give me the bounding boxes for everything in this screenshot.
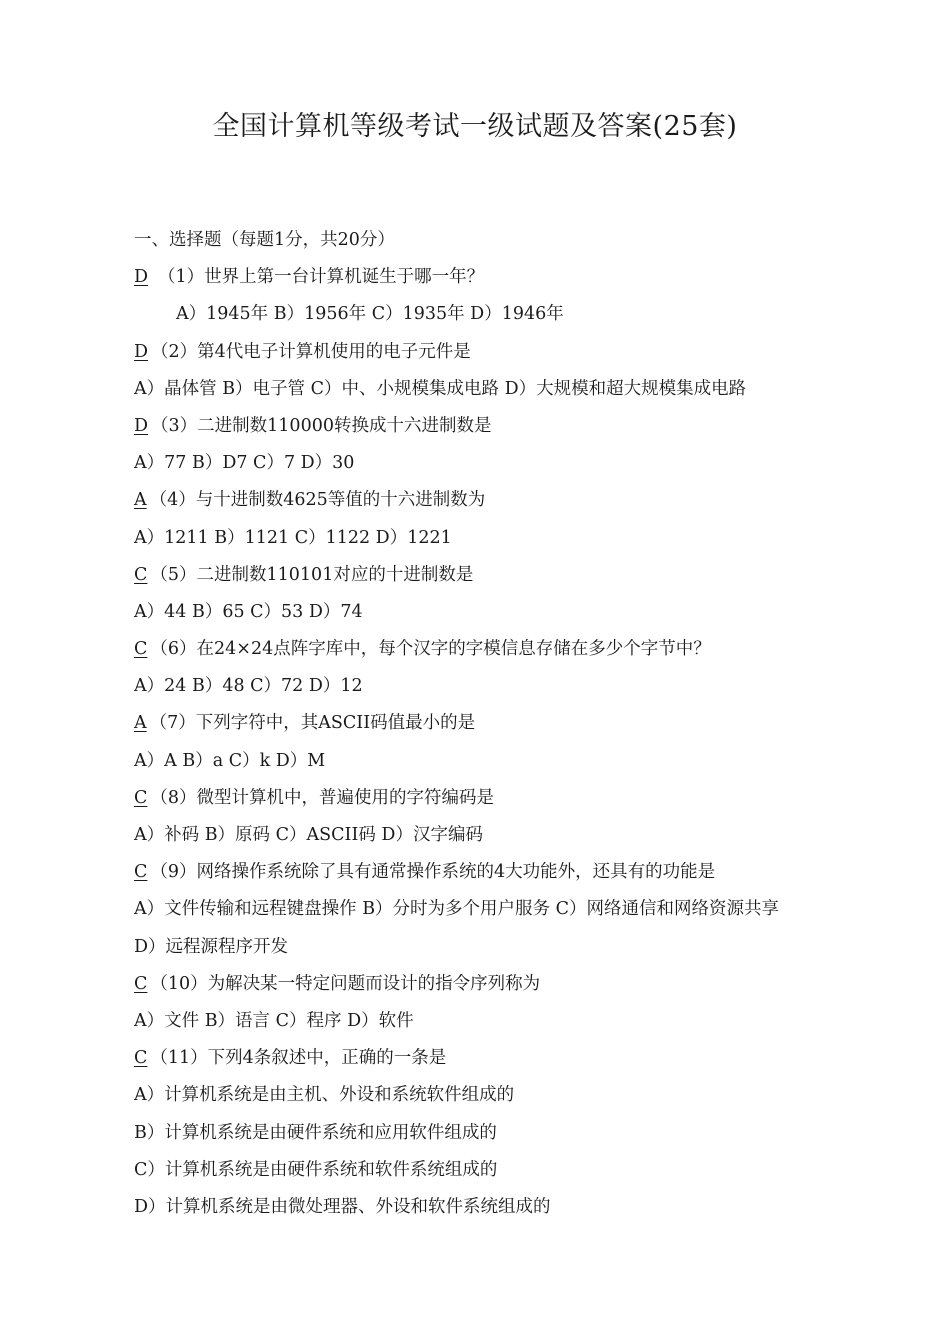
- question-options: B）计算机系统是由硬件系统和应用软件组成的: [134, 1122, 497, 1143]
- question-stem: [134, 705, 914, 742]
- answer-key: D: [134, 415, 149, 436]
- question-text: （8）微型计算机中，普遍使用的字符编码是: [150, 787, 495, 808]
- document-body: [134, 222, 914, 1226]
- question-options: A）计算机系统是由主机、外设和系统软件组成的: [134, 1085, 515, 1106]
- question-stem: [134, 780, 914, 817]
- answer-key: A: [134, 490, 147, 511]
- answer-key: C: [134, 639, 148, 660]
- answer-key: A: [134, 713, 147, 734]
- question-options: A）1211 B）1121 C）1122 D）1221: [134, 527, 452, 548]
- answer-key: D: [134, 267, 149, 288]
- question-options: C）计算机系统是由硬件系统和软件系统组成的: [134, 1159, 498, 1180]
- question-text: （6）在24×24点阵字库中，每个汉字的字模信息存储在多少个字节中？: [150, 639, 711, 660]
- question-options: A）44 B）65 C）53 D）74: [134, 601, 363, 622]
- question-text: （7）下列字符中，其ASCII码值最小的是: [149, 713, 476, 734]
- question-text: （4）与十进制数4625等值的十六进制数为: [149, 490, 486, 511]
- answer-key: D: [134, 341, 149, 362]
- question-text: （1）世界上第一台计算机诞生于哪一年？: [158, 267, 485, 288]
- question-text: （2）第4代电子计算机使用的电子元件是: [151, 341, 471, 362]
- question-options: A）补码 B）原码 C）ASCII码 D）汉字编码: [134, 825, 483, 845]
- question-stem: [134, 966, 914, 1003]
- document-title: 全国计算机等级考试一级试题及答案(25套): [212, 111, 738, 142]
- question-text: （9）网络操作系统除了具有通常操作系统的4大功能外，还具有的功能是: [150, 862, 716, 883]
- question-options: A）24 B）48 C）72 D）12: [134, 676, 363, 697]
- question-text: （5）二进制数110101对应的十进制数是: [150, 564, 474, 585]
- question-stem: [134, 408, 914, 445]
- answer-key: C: [134, 973, 148, 994]
- question-stem: [134, 334, 914, 371]
- question-stem: [134, 1040, 914, 1077]
- question-options: A）1945年 B）1956年 C）1935年 D）1946年: [176, 304, 564, 325]
- question-options: A）77 B）D7 C）7 D）30: [134, 453, 355, 474]
- section-heading: 一、选择题（每题1分，共20分）: [134, 230, 395, 250]
- question-options: D）计算机系统是由微处理器、外设和软件系统组成的: [134, 1196, 551, 1217]
- question-stem: [134, 854, 914, 891]
- question-stem: [134, 631, 914, 668]
- answer-key: C: [134, 1048, 148, 1069]
- answer-key: C: [134, 564, 148, 585]
- question-text: （3）二进制数110000转换成十六进制数是: [151, 415, 492, 436]
- answer-key: C: [134, 787, 148, 808]
- question-stem: [134, 259, 914, 296]
- question-options: D）远程源程序开发: [134, 936, 289, 957]
- question-text: （10）为解决某一特定问题而设计的指令序列称为: [150, 973, 541, 994]
- question-options: A）A B）a C）k D）M: [134, 750, 326, 771]
- question-stem: [134, 482, 914, 519]
- question-options: A）晶体管 B）电子管 C）中、小规模集成电路 D）大规模和超大规模集成电路: [134, 378, 747, 399]
- question-text: （11）下列4条叙述中，正确的一条是: [150, 1048, 447, 1069]
- answer-key: C: [134, 862, 148, 883]
- question-options: A）文件 B）语言 C）程序 D）软件: [134, 1010, 414, 1031]
- question-stem: [134, 557, 914, 594]
- question-options: A）文件传输和远程键盘操作 B）分时为多个用户服务 C）网络通信和网络资源共享: [134, 899, 780, 920]
